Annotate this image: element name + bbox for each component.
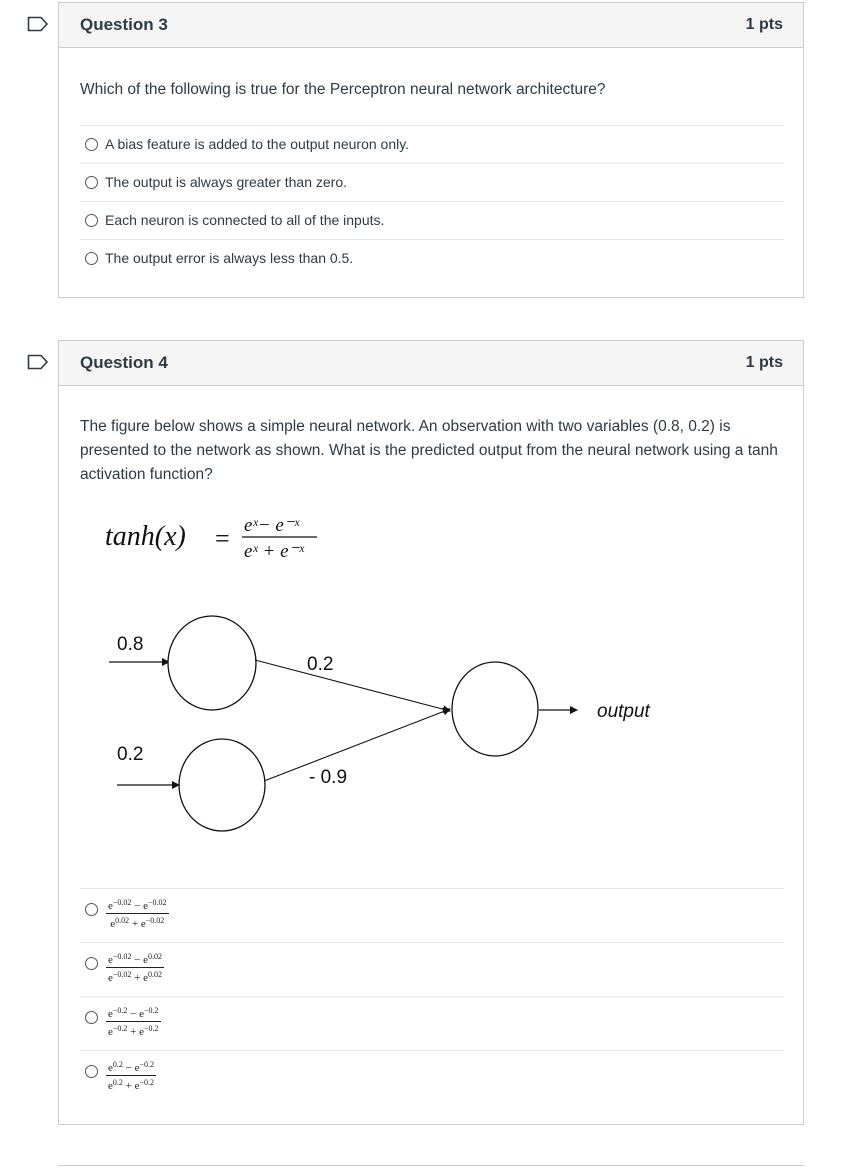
question-header	[59, 341, 803, 386]
question-title: Question 4	[80, 353, 168, 372]
answer-label[interactable]: A bias feature is added to the output neuron only.	[105, 136, 410, 152]
formula-equals: =	[215, 524, 230, 553]
flag-question-icon[interactable]	[27, 354, 49, 370]
answer-option[interactable]	[80, 201, 784, 239]
answer-option[interactable]	[80, 163, 784, 201]
weight-2-value: - 0.9	[309, 767, 348, 788]
output-label: output	[597, 701, 650, 722]
neural-network-diagram	[99, 603, 699, 843]
question-header	[59, 3, 803, 48]
tanh-formula	[99, 507, 339, 567]
radio-button[interactable]	[85, 1065, 98, 1078]
next-question-border	[58, 1165, 804, 1166]
answer-fraction[interactable]: $\frac{e^{0.2} - e^{-0.2}}{e^{0.2} + e^{-0.2}}$	[108, 1060, 155, 1092]
formula-lhs: tanh(x)	[105, 521, 186, 552]
formula-denominator: eˣ + e⁻ˣ	[244, 541, 304, 562]
question-title: Question 3	[80, 15, 168, 34]
question-4	[58, 340, 804, 1125]
answer-label[interactable]: Each neuron is connected to all of the inputs.	[105, 212, 385, 228]
radio-button[interactable]	[85, 214, 98, 227]
question-3	[58, 2, 804, 298]
input-2-value: 0.2	[117, 744, 144, 765]
radio-button[interactable]	[85, 957, 98, 970]
connection-weight-2	[264, 709, 450, 781]
answer-fraction[interactable]: $\frac{e^{-0.2} - e^{-0.2}}{e^{-0.2} + e^{-0.2}}$	[108, 1006, 159, 1038]
formula-numerator: eˣ− e⁻ˣ	[244, 515, 300, 536]
input-1-value: 0.8	[117, 634, 144, 655]
question-prompt: Which of the following is true for the Perceptron neural network architecture?	[80, 81, 606, 98]
radio-button[interactable]	[85, 903, 98, 916]
answer-label[interactable]: The output error is always less than 0.5.	[105, 250, 354, 266]
answer-fraction[interactable]: $\frac{e^{-0.02} - e^{-0.02}}{e^{0.02} + e^{-0.02}}$	[108, 898, 167, 930]
answer-label[interactable]: The output is always greater than zero.	[105, 174, 348, 190]
question-prompt: The figure below shows a simple neural network. An observation with two variables (0.8, 0.2) is presented to the network as shown. What is the predicted output from the neural network using a tanh activation function?	[80, 418, 778, 483]
flag-question-icon[interactable]	[27, 16, 49, 32]
radio-button[interactable]	[85, 1011, 98, 1024]
answer-option[interactable]	[80, 1050, 784, 1104]
output-neuron	[452, 662, 538, 756]
answer-option[interactable]	[80, 888, 784, 942]
answer-option[interactable]	[80, 239, 784, 277]
answer-fraction[interactable]: $\frac{e^{-0.02} - e^{0.02}}{e^{-0.02} + e^{0.02}}$	[108, 952, 163, 984]
input-neuron-1	[168, 616, 256, 710]
question-points: 1 pts	[745, 354, 783, 371]
answer-list	[80, 125, 784, 277]
weight-1-value: 0.2	[307, 654, 334, 675]
connection-weight-1	[255, 660, 450, 711]
radio-button[interactable]	[85, 138, 98, 151]
answer-option[interactable]	[80, 942, 784, 996]
answer-list	[80, 888, 784, 1104]
answer-option[interactable]	[80, 996, 784, 1050]
question-points: 1 pts	[745, 16, 783, 33]
radio-button[interactable]	[85, 252, 98, 265]
input-neuron-2	[179, 739, 265, 831]
answer-option[interactable]	[80, 125, 784, 163]
radio-button[interactable]	[85, 176, 98, 189]
